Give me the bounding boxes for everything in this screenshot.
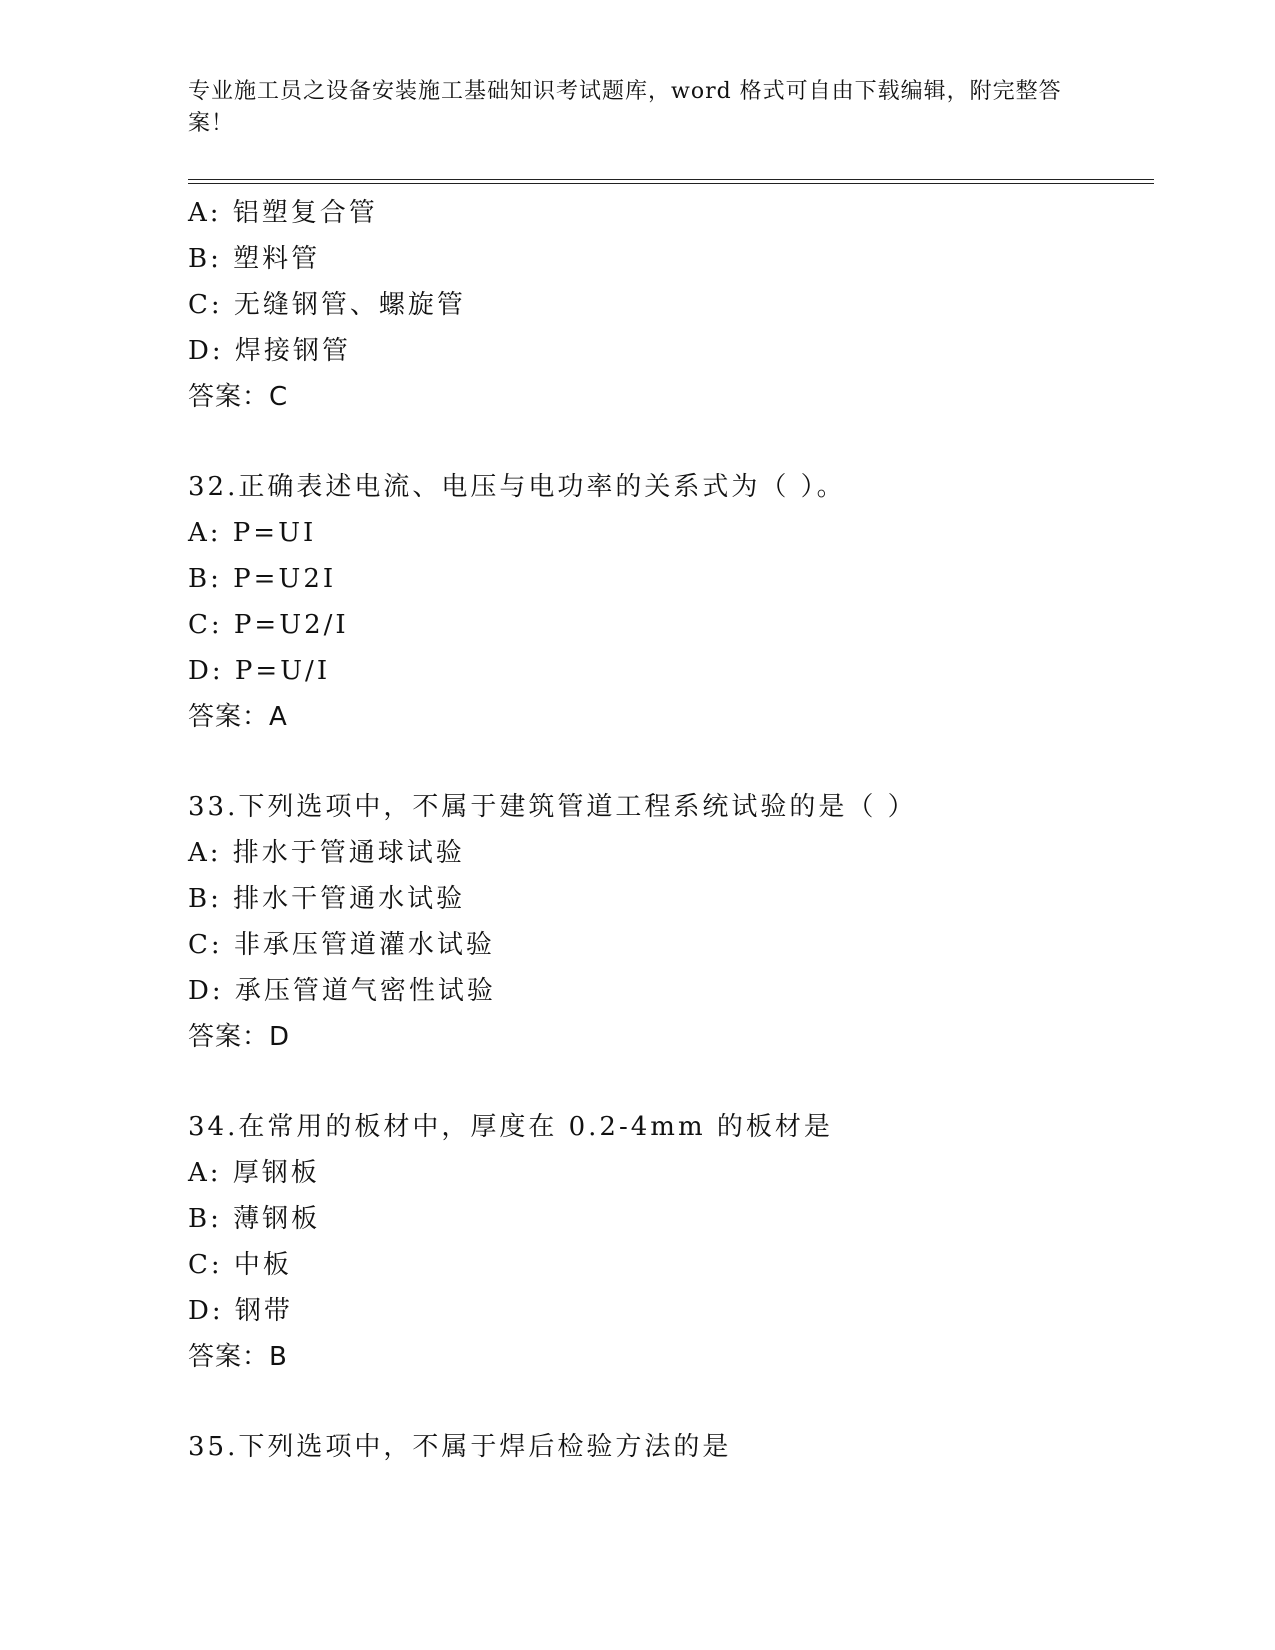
question-33 (188, 784, 1148, 1060)
option-a: A: 铝塑复合管 (188, 198, 378, 228)
option-d: D: 焊接钢管 (188, 336, 351, 366)
option-b: B: P=U2I (188, 564, 337, 594)
answer: 答案：B (188, 1342, 288, 1372)
option-b: B: 塑料管 (188, 244, 321, 274)
question-text: 32.正确表述电流、电压与电功率的关系式为（ ）。 (188, 472, 846, 502)
option-a: A: 厚钢板 (188, 1158, 320, 1188)
document-header: 专业施工员之设备安装施工基础知识考试题库，word 格式可自由下载编辑，附完整答案！ (188, 79, 1062, 136)
option-d: D: P=U/I (188, 656, 331, 686)
header-rule-bottom (188, 183, 1154, 184)
answer: 答案：C (188, 382, 289, 412)
option-c: C: 中板 (188, 1250, 292, 1280)
question-list (188, 190, 1148, 1470)
option-c: C: P=U2/I (188, 610, 349, 640)
header-rule-top (188, 179, 1154, 180)
question-31-continued (188, 190, 1148, 420)
option-c: C: 无缝钢管、螺旋管 (188, 290, 466, 320)
option-d: D: 承压管道气密性试验 (188, 976, 496, 1006)
question-35 (188, 1424, 1148, 1470)
answer: 答案：A (188, 702, 288, 732)
option-a: A: P=UI (188, 518, 317, 548)
question-text: 34.在常用的板材中，厚度在 0.2-4mm 的板材是 (188, 1112, 833, 1142)
question-32 (188, 464, 1148, 740)
answer: 答案：D (188, 1022, 291, 1052)
question-34 (188, 1104, 1148, 1380)
option-b: B: 薄钢板 (188, 1204, 321, 1234)
option-b: B: 排水干管通水试验 (188, 884, 466, 914)
option-d: D: 钢带 (188, 1296, 293, 1326)
question-text: 33.下列选项中，不属于建筑管道工程系统试验的是（ ） (188, 792, 917, 822)
question-text: 35.下列选项中，不属于焊后检验方法的是 (188, 1432, 732, 1462)
option-a: A: 排水于管通球试验 (188, 838, 465, 868)
option-c: C: 非承压管道灌水试验 (188, 930, 495, 960)
